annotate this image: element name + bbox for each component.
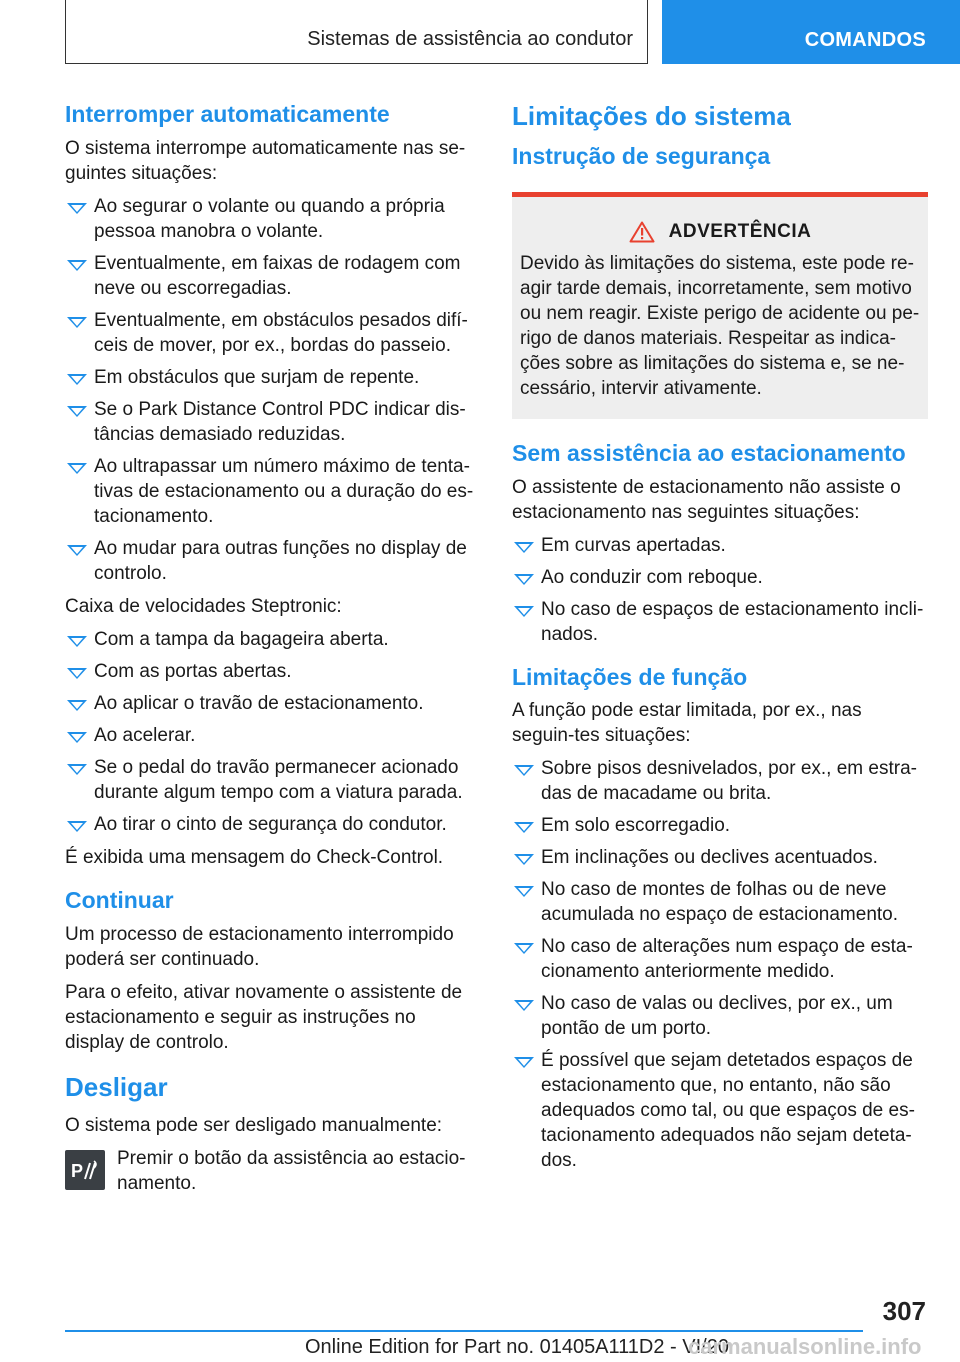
bullet-triangle-icon xyxy=(67,732,87,743)
off-p1: O sistema pode ser desligado manualmente: xyxy=(65,1114,443,1136)
bullet-triangle-icon xyxy=(67,374,87,385)
bullet-triangle-icon xyxy=(514,765,534,776)
bullet-triangle-icon xyxy=(514,1057,534,1068)
list-item: Ao aplicar o travão de estacionamento. xyxy=(65,691,480,716)
list-item: Ao mudar para outras funções no display de controlo. xyxy=(65,536,480,586)
bullet-triangle-icon xyxy=(67,317,87,328)
list-item: Ao conduzir com reboque. xyxy=(512,565,928,590)
list-item: Se o pedal do travão permanecer acionado durante algum tempo com a viatura parada. xyxy=(65,755,480,805)
function-limits-list xyxy=(512,756,928,1173)
auto-stop-list xyxy=(65,194,480,586)
heading-off: Desligar xyxy=(65,1071,168,1102)
bullet-triangle-icon xyxy=(514,574,534,585)
bullet-triangle-icon xyxy=(67,260,87,271)
bullet-triangle-icon xyxy=(67,764,87,775)
check-control-message: É exibida uma mensagem do Check-Control. xyxy=(65,846,444,868)
auto-stop-intro: O sistema interrompe automaticamente nas se-guintes situações: xyxy=(65,137,466,184)
list-item: No caso de valas ou declives, por ex., um pontão de um porto. xyxy=(512,991,928,1041)
section-off xyxy=(65,1071,480,1204)
warning-box xyxy=(512,192,928,419)
no-assist-list xyxy=(512,533,928,647)
bullet-triangle-icon xyxy=(67,545,87,556)
right-column xyxy=(512,100,928,1181)
parking-assist-button-icon xyxy=(65,1150,105,1190)
bullet-triangle-icon xyxy=(67,821,87,832)
heading-system-limits: Limitações do sistema xyxy=(512,101,791,131)
function-limits-intro: A função pode estar limitada, por ex., nas seguin-tes situações: xyxy=(512,700,862,747)
footer-edition: Online Edition for Part no. 01405A111D2 - VI/20 xyxy=(305,1336,729,1358)
bullet-triangle-icon xyxy=(514,822,534,833)
bullet-triangle-icon xyxy=(67,636,87,647)
list-item: No caso de montes de folhas ou de neve acumulada no espaço de estacionamento. xyxy=(512,877,928,927)
bullet-triangle-icon xyxy=(514,542,534,553)
bullet-triangle-icon xyxy=(514,943,534,954)
bullet-triangle-icon xyxy=(67,406,87,417)
no-assist-intro: O assistente de estacionamento não assiste o estacionamento nas seguintes situações: xyxy=(512,476,901,523)
section-continue xyxy=(65,886,480,1055)
steptronic-label: Caixa de velocidades Steptronic: xyxy=(65,595,342,617)
section-function-limits xyxy=(512,663,928,1174)
section-no-assist xyxy=(512,439,928,647)
left-column xyxy=(65,100,480,1204)
list-item: Em curvas apertadas. xyxy=(512,533,928,558)
list-item: No caso de alterações num espaço de esta-cionamento anteriormente medido. xyxy=(512,934,928,984)
bullet-triangle-icon xyxy=(514,606,534,617)
bullet-triangle-icon xyxy=(67,203,87,214)
header-tab[interactable] xyxy=(662,0,960,64)
heading-continue: Continuar xyxy=(65,886,174,913)
bullet-triangle-icon xyxy=(67,668,87,679)
list-item: Em inclinações ou declives acentuados. xyxy=(512,845,928,870)
list-item: Em solo escorregadio. xyxy=(512,813,928,838)
svg-text:P: P xyxy=(71,1160,84,1181)
bullet-triangle-icon xyxy=(514,854,534,865)
list-item: Ao segurar o volante ou quando a própria pessoa manobra o volante. xyxy=(65,194,480,244)
list-item: No caso de espaços de estacionamento incli-nados. xyxy=(512,597,928,647)
parking-assist-button-text: Premir o botão da assistência ao estacio-namento. xyxy=(117,1147,466,1194)
heading-auto-stop: Interromper automaticamente xyxy=(65,101,390,127)
list-item: Sobre pisos desnivelados, por ex., em estra-das de macadame ou brita. xyxy=(512,756,928,806)
bullet-triangle-icon xyxy=(67,700,87,711)
heading-safety: Instrução de segurança xyxy=(512,142,771,169)
warning-triangle-icon xyxy=(629,221,655,243)
header-section-title: Sistemas de assistência ao condutor xyxy=(307,28,633,50)
list-item: Eventualmente, em obstáculos pesados difí-ceis de mover, por ex., bordas do passeio. xyxy=(65,308,480,358)
footer-divider xyxy=(65,1330,863,1332)
steptronic-list xyxy=(65,627,480,837)
bullet-triangle-icon xyxy=(514,886,534,897)
list-item: Com as portas abertas. xyxy=(65,659,480,684)
continue-p1: Um processo de estacionamento interrompido poderá ser continuado. xyxy=(65,923,454,970)
warning-title-row xyxy=(520,221,920,243)
list-item: Se o Park Distance Control PDC indicar dis-tâncias demasiado reduzidas. xyxy=(65,397,480,447)
warning-title: ADVERTÊNCIA xyxy=(668,220,812,242)
bullet-triangle-icon xyxy=(67,463,87,474)
parking-assist-button-row xyxy=(65,1146,480,1204)
continue-p2: Para o efeito, ativar novamente o assistente de estacionamento e seguir as instruções no display de controlo. xyxy=(65,981,463,1053)
header-section-title-box xyxy=(65,0,648,64)
section-auto-stop xyxy=(65,100,480,870)
header-tab-label: COMANDOS xyxy=(804,29,926,51)
heading-no-assist: Sem assistência ao estacionamento xyxy=(512,439,906,466)
bullet-triangle-icon xyxy=(514,1000,534,1011)
list-item: Eventualmente, em faixas de rodagem com neve ou escorregadias. xyxy=(65,251,480,301)
watermark: carmanualsonline.info xyxy=(688,1334,922,1359)
list-item: Ao tirar o cinto de segurança do condutor. xyxy=(65,812,480,837)
page-number: 307 xyxy=(882,1296,926,1326)
list-item: É possível que sejam detetados espaços de estacionamento que, no entanto, não são adequados como tal, ou que espaços de es-tacionamento adequados não sejam deteta-dos. xyxy=(512,1048,928,1173)
warning-text: Devido às limitações do sistema, este pode re-agir tarde demais, incorretamente, sem motivo ou nem reagir. Existe perigo de acidente ou pe-rigo de danos materiais. Respeitar as indica-ções sobre as limitações do sistema e, se ne-cessário, intervir ativamente. xyxy=(520,252,920,399)
list-item: Ao ultrapassar um número máximo de tenta-tivas de estacionamento ou a duração do es-tacionamento. xyxy=(65,454,480,529)
heading-function-limits: Limitações de função xyxy=(512,663,748,690)
list-item: Em obstáculos que surjam de repente. xyxy=(65,365,480,390)
list-item: Com a tampa da bagageira aberta. xyxy=(65,627,480,652)
list-item: Ao acelerar. xyxy=(65,723,480,748)
